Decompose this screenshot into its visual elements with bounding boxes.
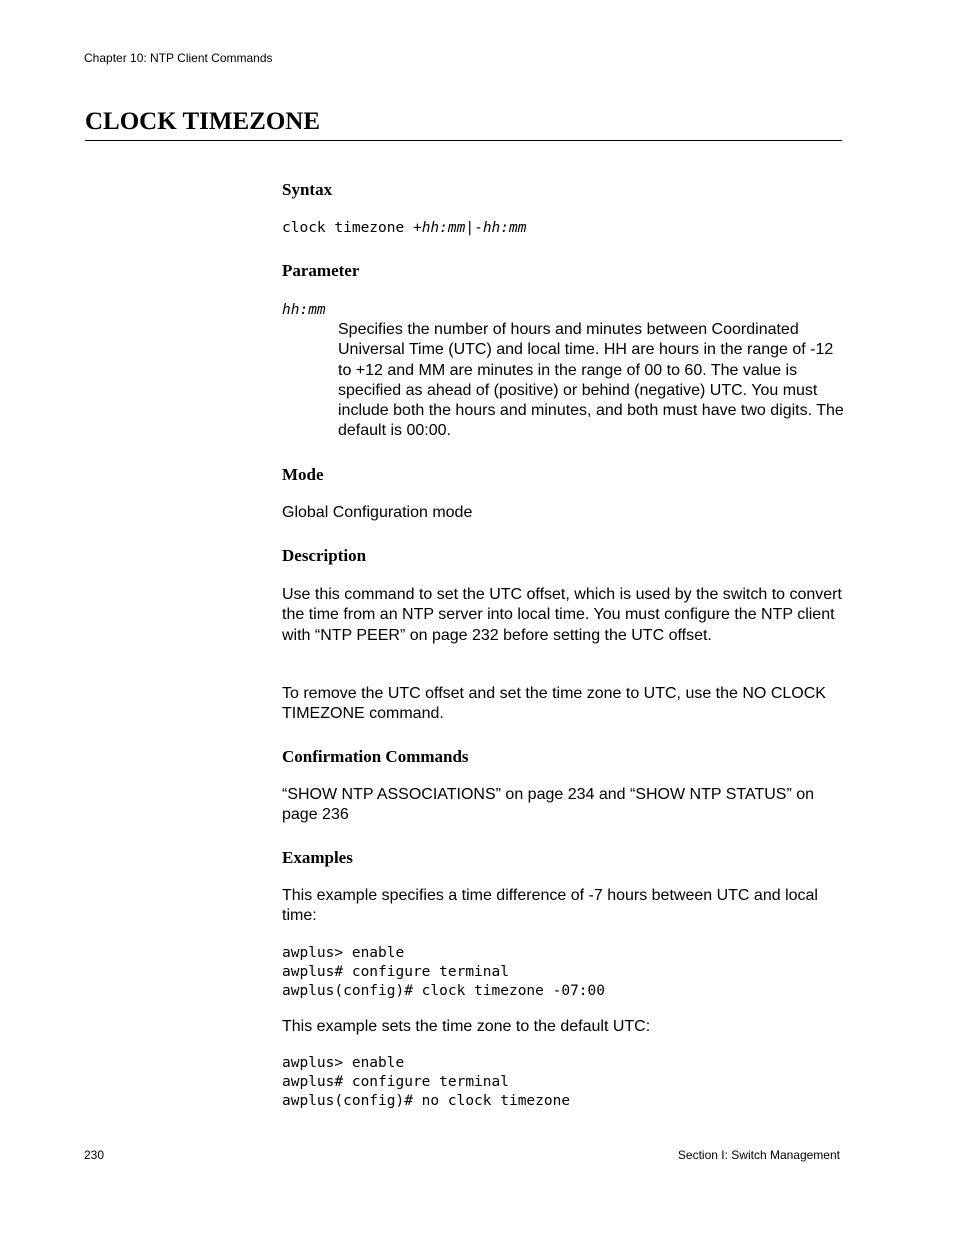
syntax-heading: Syntax: [282, 180, 333, 199]
example-code-block-2: [282, 1054, 570, 1111]
code-line: awplus# configure terminal: [282, 1074, 509, 1090]
example-intro-1: This example specifies a time difference of -7 hours between UTC and local time:: [282, 887, 818, 925]
mode-heading: Mode: [282, 465, 324, 484]
description-heading: Description: [282, 546, 367, 565]
description-paragraph-2: To remove the UTC offset and set the time zone to UTC, use the NO CLOCK TIMEZONE command.: [282, 685, 826, 723]
title-rule: [85, 140, 842, 141]
parameter-description: Specifies the number of hours and minutes between Coordinated Universal Time (UTC) and local time. HH are hours in the range of -12 to +12 and MM are minutes in the range of 00 to 60. The value is specified as ahead of (positive) or behind (negative) UTC. You must include both the hours and minutes, and both must have two digits. The default is 00:00.: [338, 321, 844, 440]
example-code-block-1: [282, 944, 605, 1001]
page-title: CLOCK TIMEZONE: [85, 108, 320, 135]
syntax-separator: |-: [465, 220, 483, 236]
mode-text: Global Configuration mode: [282, 504, 473, 521]
confirmation-text: “SHOW NTP ASSOCIATIONS” on page 234 and “SHOW NTP STATUS” on page 236: [282, 786, 815, 824]
code-line: awplus> enable: [282, 945, 405, 961]
description-paragraph-1: Use this command to set the UTC offset, which is used by the switch to convert the time from an NTP server into local time. You must configure the NTP client with “NTP PEER” on page 232 before setting the UTC offset.: [282, 586, 842, 644]
code-line: awplus# configure terminal: [282, 964, 509, 980]
running-footer: Section I: Switch Management: [677, 1148, 840, 1162]
code-line: awplus(config)# clock timezone -07:00: [282, 983, 606, 999]
syntax-command-text: clock timezone +: [282, 220, 422, 236]
syntax-command: [282, 219, 526, 238]
parameter-heading: Parameter: [282, 261, 360, 280]
syntax-arg-negative: hh:mm: [482, 220, 527, 236]
code-line: awplus(config)# no clock timezone: [282, 1093, 571, 1109]
parameter-term: hh:mm: [282, 302, 326, 318]
page-number: 230: [84, 1148, 105, 1162]
examples-heading: Examples: [282, 848, 353, 867]
syntax-arg-positive: hh:mm: [421, 220, 466, 236]
running-header: Chapter 10: NTP Client Commands: [84, 51, 273, 65]
example-intro-2: This example sets the time zone to the default UTC:: [282, 1018, 651, 1035]
confirmation-heading: Confirmation Commands: [282, 747, 469, 766]
code-line: awplus> enable: [282, 1055, 405, 1071]
